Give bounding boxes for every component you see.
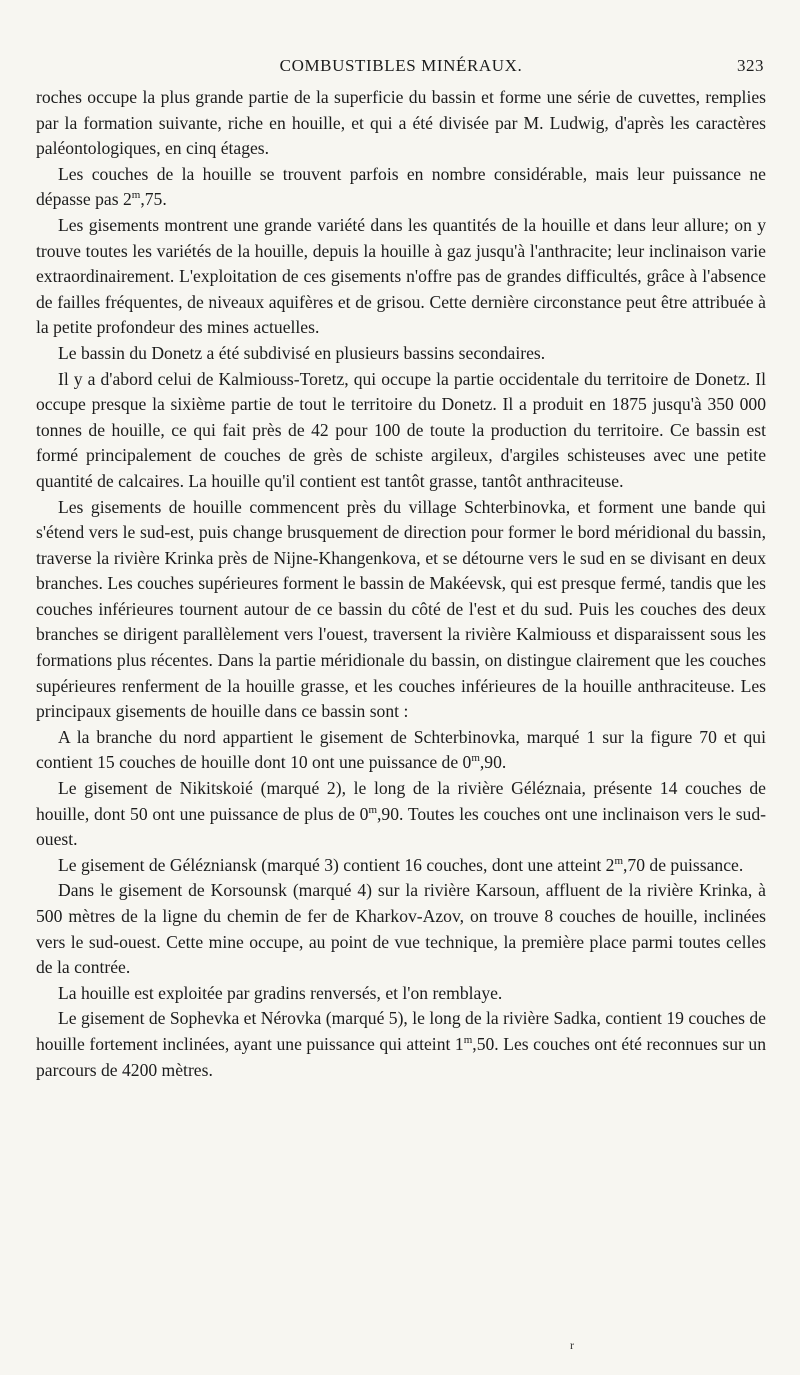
paragraph-text: roches occupe la plus grande partie de la superficie du bassin et forme une série de cuvettes, remplies par la formation suivante, riche en houille, et qui a été divisée par M. Ludwig, d'après les caractères paléontologiques, en cinq étages. xyxy=(36,87,766,159)
page-number: 323 xyxy=(737,56,764,75)
unit-superscript: m xyxy=(368,803,377,816)
paragraph xyxy=(36,981,766,1007)
paragraph-text: Dans le gisement de Korsounsk (marqué 4) sur la rivière Karsoun, affluent de la rivière Krinka, à 500 mètres de la ligne du chemin de fer de Kharkov-Azov, on trouve 8 couches de houille, inclinées vers le sud-ouest. Cette mine occupe, au point de vue technique, la première place parmi toutes celles de la contrée. xyxy=(36,880,766,978)
paragraph xyxy=(36,341,766,367)
paragraph-text: Les gisements de houille commencent près du village Schterbinovka, et forment une bande qui s'étend vers le sud-est, puis change brusquement de direction pour former le bord méridional du bassin, traverse la rivière Krinka près de Nijne-Khangenkova, et se détourne vers le sud en se divisant en deux branches. Les couches supérieures forment le bassin de Makéevsk, qui est presque fermé, tandis que les couches inférieures tournent autour de ce bassin du côté de l'est et du sud. Puis les couches des deux branches se dirigent parallèlement vers l'ouest, traversent la rivière Kalmiouss et disparaissent sous les formations plus récentes. Dans la partie méridionale du bassin, on distingue clairement que les couches supérieures renferment de la houille grasse, et les couches inférieures de la houille anthraciteuse. Les principaux gisements de houille dans ce bassin sont : xyxy=(36,496,766,722)
unit-superscript: m xyxy=(471,752,480,765)
paragraph xyxy=(36,725,766,776)
unit-superscript: m xyxy=(463,1034,473,1047)
paragraph xyxy=(36,1006,766,1083)
paragraph-text: ,90. Toutes les couches ont une inclinaison vers le sud-ouest. xyxy=(36,803,767,850)
paragraph-text: Le gisement de Nikitskoié (marqué 2), le long de la rivière Géléznaia, présente 14 couches de houille, dont 50 ont une puissance de plus de 0 xyxy=(36,778,766,824)
paragraph-text: ,50. Les couches ont été reconnues sur un parcours de 4200 mètres. xyxy=(36,1033,766,1080)
footer-mark: r xyxy=(570,1338,574,1352)
paragraph xyxy=(36,367,766,495)
running-header xyxy=(36,56,766,80)
paragraph-text: A la branche du nord appartient le gisement de Schterbinovka, marqué 1 sur la figure 70 et qui contient 15 couches de houille dont 10 ont une puissance de 0 xyxy=(36,726,766,773)
unit-superscript: m xyxy=(614,854,624,867)
paragraph-text: Les gisements montrent une grande variété dans les quantités de la houille et dans leur allure; on y trouve toutes les variétés de la houille, depuis la houille à gaz jusqu'à l'anthracite; leur inclinaison varie extraordinairement. L'exploitation de ces gisements n'offre pas de grandes difficultés, grâce à l'absence de failles fréquentes, de niveaux aquifères et de grisou. Cette dernière circonstance peut être attribuée à la petite profondeur des mines actuelles. xyxy=(36,214,766,338)
paragraph xyxy=(36,85,766,162)
paragraph xyxy=(36,495,766,725)
paragraph-text: Le gisement de Sophevka et Nérovka (marqué 5), le long de la rivière Sadka, contient 19 couches de houille fortement inclinées, ayant une puissance qui atteint 1 xyxy=(36,1008,766,1054)
paragraph-text: Le bassin du Donetz a été subdivisé en plusieurs bassins secondaires. xyxy=(58,342,546,363)
paragraph-text: Il y a d'abord celui de Kalmiouss-Toretz, qui occupe la partie occidentale du territoire de Donetz. Il occupe presque la sixième partie de tout le territoire du Donetz. Il a produit en 1875 jusqu'à 350 000 tonnes de houille, ce qui fait près de 42 pour 100 de toute la production du territoire. Ce bassin est formé principalement de couches de grès de schiste argileux, d'argiles schisteuses avec une petite quantité de calcaires. La houille qu'il contient est tantôt grasse, tantôt anthraciteuse. xyxy=(36,368,766,491)
body-text xyxy=(36,85,766,1083)
paragraph-text: ,70 de puissance. xyxy=(623,854,744,875)
paragraph-text: ,90. xyxy=(479,752,507,773)
paragraph xyxy=(36,162,766,213)
unit-superscript: m xyxy=(131,189,141,202)
paragraph-text: La houille est exploitée par gradins renversés, et l'on remblaye. xyxy=(58,982,503,1003)
paragraph xyxy=(36,853,766,879)
running-title: COMBUSTIBLES MINÉRAUX. xyxy=(279,56,523,75)
paragraph-text: ,75. xyxy=(140,189,167,210)
paragraph xyxy=(36,213,766,341)
paragraph-text: Les couches de la houille se trouvent parfois en nombre considérable, mais leur puissance ne dépasse pas 2 xyxy=(36,163,766,210)
paragraph-text: Le gisement de Gélézniansk (marqué 3) contient 16 couches, dont une atteint 2 xyxy=(58,854,615,875)
paragraph xyxy=(36,776,766,853)
paragraph xyxy=(36,878,766,980)
